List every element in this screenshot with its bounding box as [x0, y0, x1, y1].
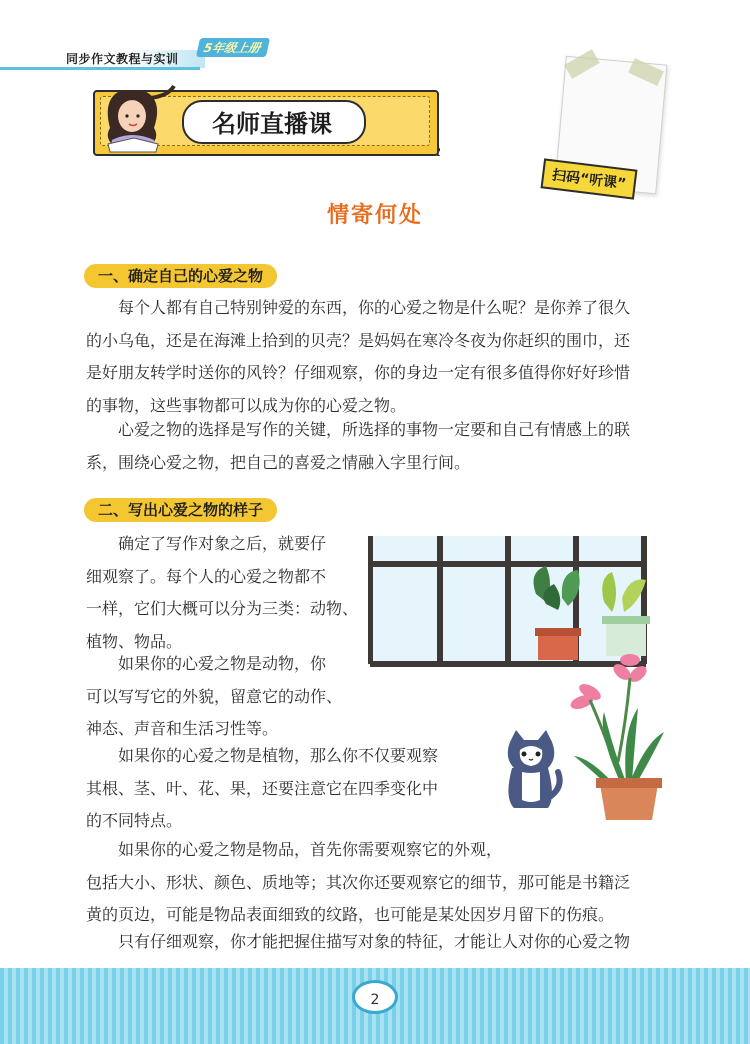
grade-tag: 5年级上册: [196, 38, 270, 57]
text-line: 每个人都有自己特别钟爱的东西，你的心爱之物是什么呢？是你养了很久: [118, 298, 631, 317]
text-line: 一样，它们大概可以分为三类：动物、: [86, 599, 359, 618]
paragraph: [86, 292, 662, 422]
paragraph: [86, 834, 662, 932]
text-line: 是好朋友转学时送你的风铃？仔细观察，你的身边一定有很多值得你好好珍惜: [86, 363, 631, 382]
header-rule: [0, 67, 200, 70]
scan-label[interactable]: 扫码“听课”: [541, 158, 638, 199]
text-line: 如果你的心爱之物是植物，那么你不仅要观察: [118, 746, 439, 765]
section-heading-1: 一、确定自己的心爱之物: [84, 264, 277, 288]
section-heading-2: 二、写出心爱之物的样子: [84, 498, 277, 522]
paragraph: [86, 926, 662, 959]
banner-title: 名师直播课: [212, 110, 332, 138]
text-line: 的小乌龟，还是在海滩上拾到的贝壳？是妈妈在寒冷冬夜为你赶织的围巾，还: [86, 330, 631, 350]
text-line: 确定了写作对象之后，就要仔: [118, 534, 327, 553]
paragraph: [86, 648, 372, 746]
text-line: 心爱之物的选择是写作的关键，所选择的事物一定要和自己有情感上的联: [118, 420, 631, 439]
text-line: 其根、茎、叶、花、果，还要注意它在四季变化中: [86, 778, 439, 798]
paragraph: [86, 528, 372, 658]
text-line: 可以写写它的外貌，留意它的动作、: [86, 686, 343, 706]
text-line: 的事物，这些事物都可以成为你的心爱之物。: [86, 395, 407, 415]
page-number: 2: [352, 980, 398, 1014]
cat-illustration: [496, 728, 566, 814]
girl-reading-book-icon: [92, 78, 182, 158]
book-title: 同步作文教程与实训: [66, 52, 179, 66]
text-line: 包括大小、形状、颜色、质地等；其次你还要观察它的细节，那可能是书籍泛: [86, 872, 631, 892]
text-line: 如果你的心爱之物是物品，首先你需要观察它的外观，: [118, 840, 503, 859]
text-line: 只有仔细观察，你才能把握住描写对象的特征，才能让人对你的心爱之物: [118, 932, 631, 951]
article-title: 情寄何处: [326, 203, 423, 228]
text-line: 系，围绕心爱之物，把自己的喜爱之情融入字里行间。: [86, 452, 471, 472]
text-line: 神态、声音和生活习性等。: [86, 719, 279, 738]
text-line: 细观察了。每个人的心爱之物都不: [86, 566, 327, 586]
paragraph: [86, 414, 662, 479]
text-line: 如果你的心爱之物是动物，你: [118, 654, 327, 673]
text-line: 的不同特点。: [86, 811, 183, 830]
text-line: 黄的页边，可能是物品表面细致的纹路，也可能是某处因岁月留下的伤痕。: [86, 905, 615, 924]
text-line: 植物、物品。: [86, 631, 183, 651]
